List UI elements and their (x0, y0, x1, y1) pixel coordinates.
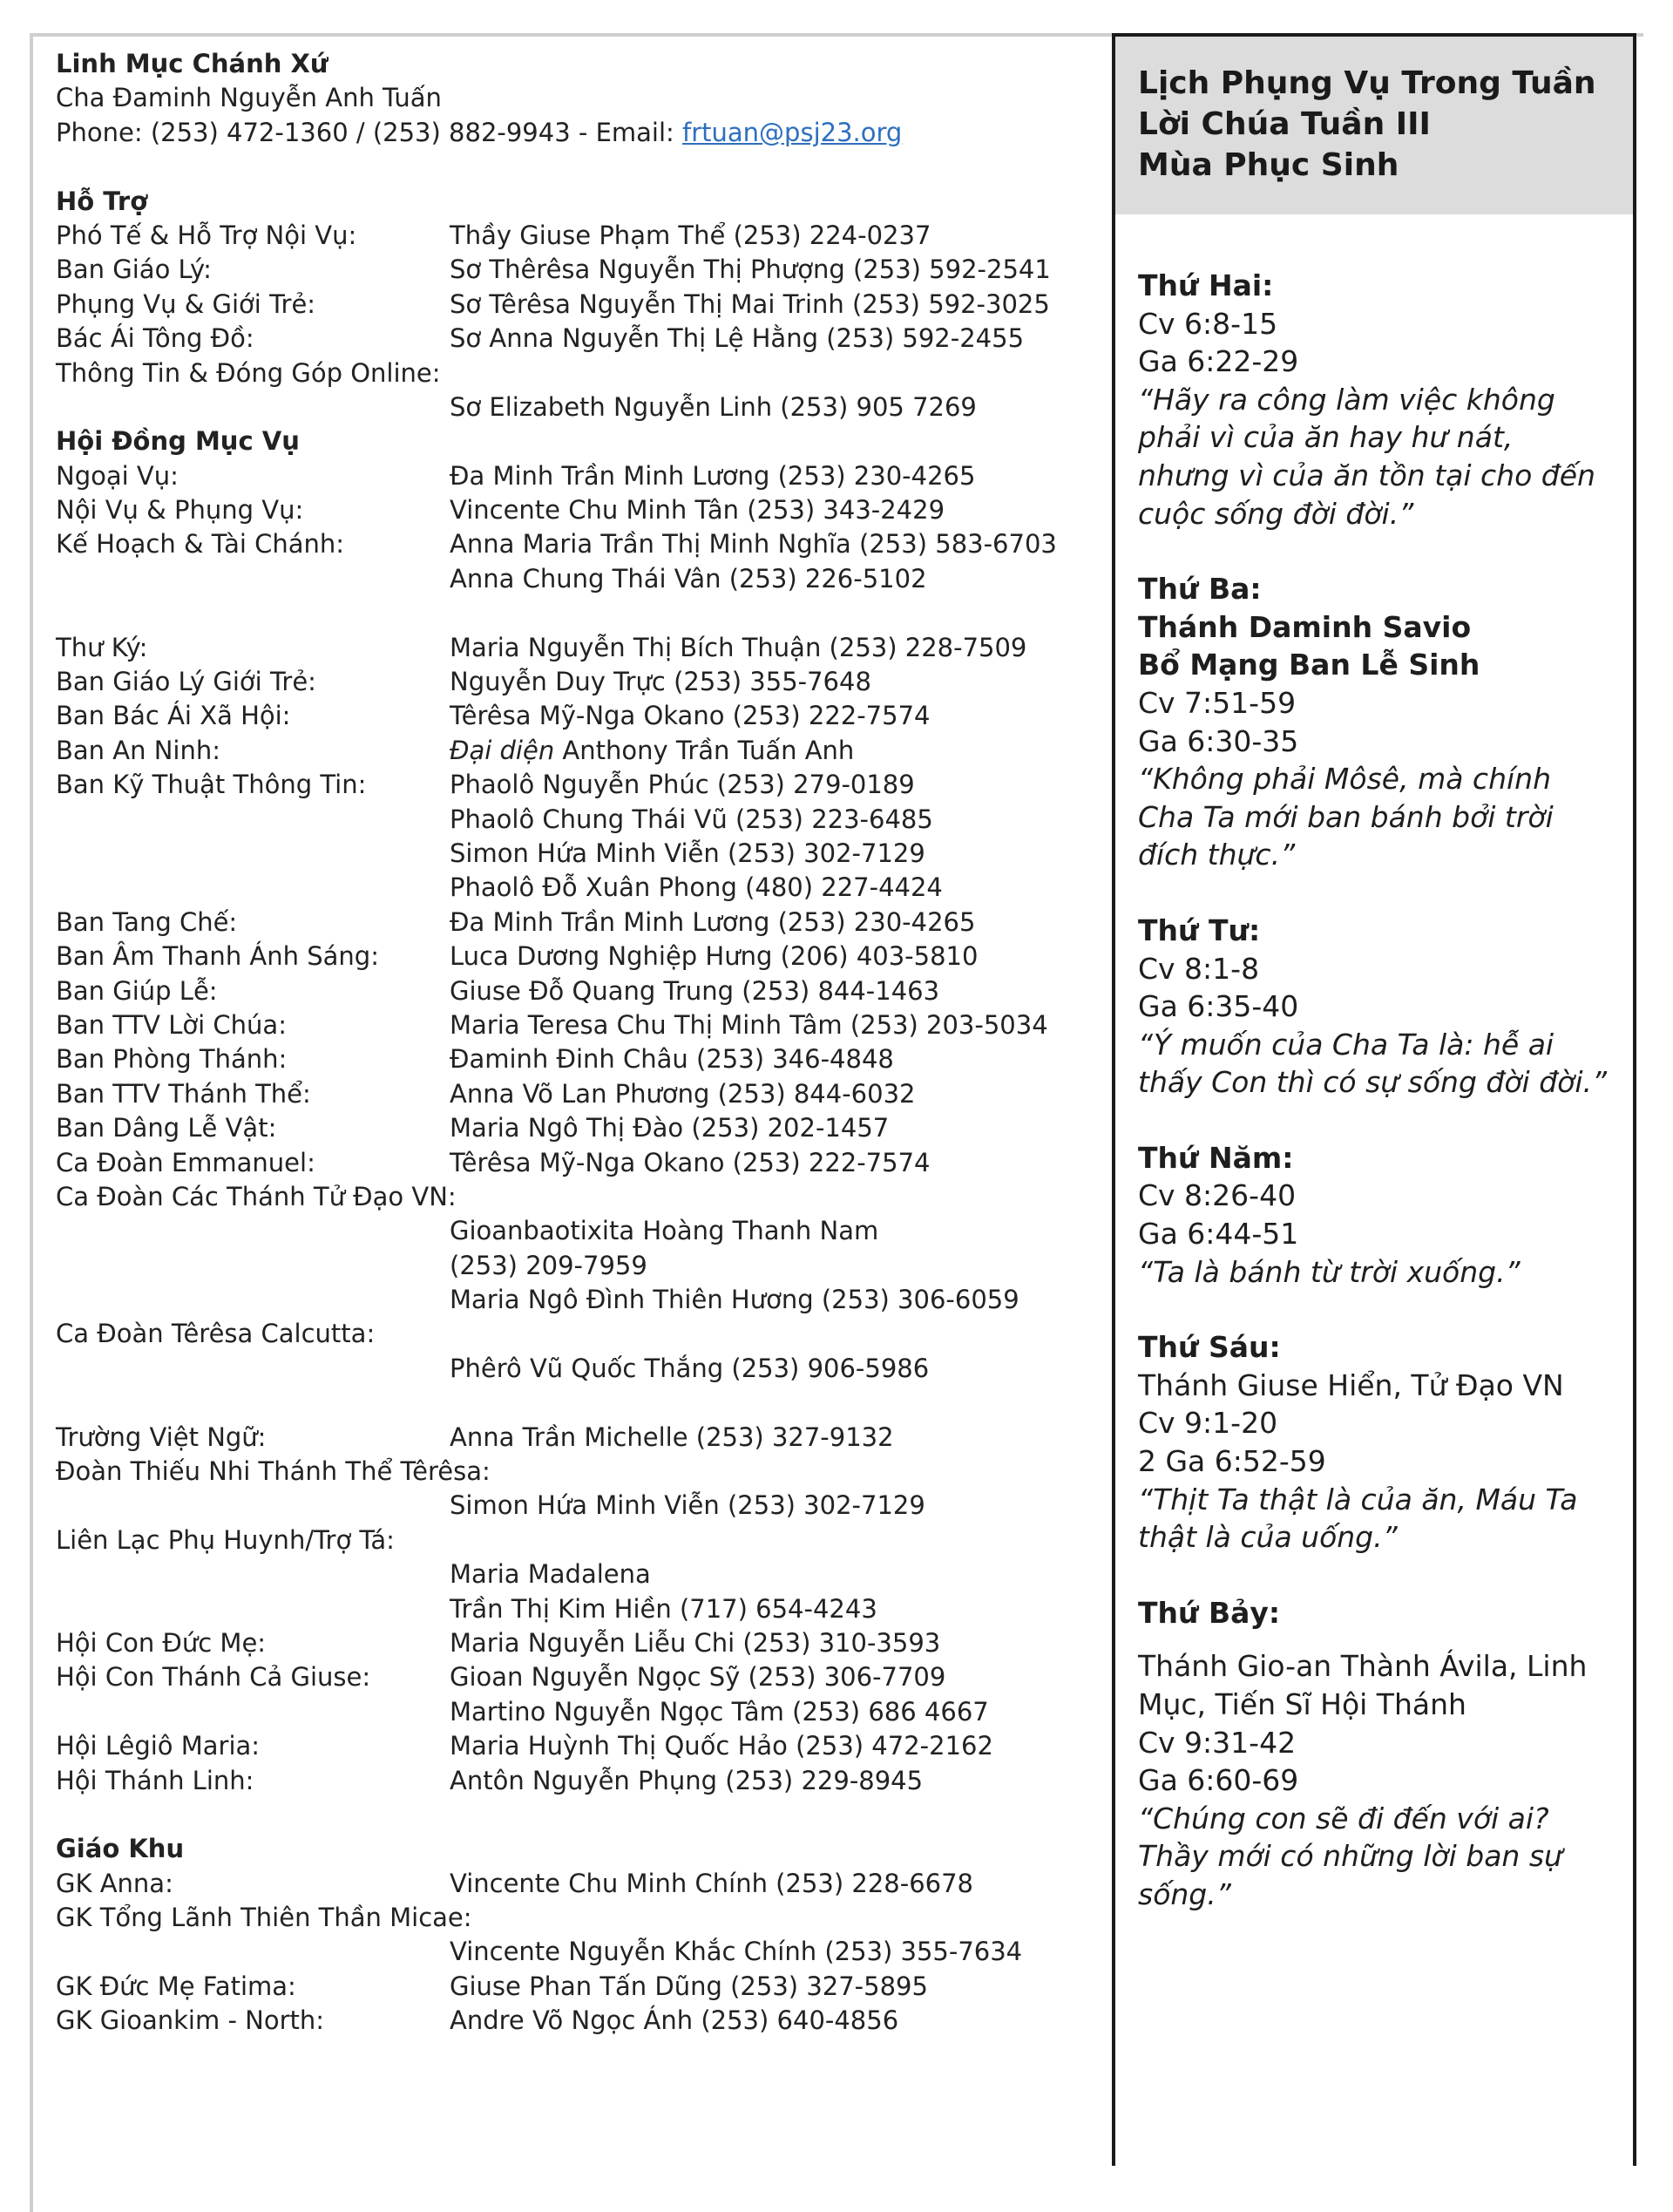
reading-ref: Cv 8:1-8 (1138, 951, 1260, 986)
support-heading: Hỗ Trợ (56, 186, 148, 216)
row-value: Phêrô Vũ Quốc Thắng (253) 906-5986 (450, 1353, 930, 1383)
row-value: (253) 209-7959 (450, 1250, 647, 1280)
directory-row (56, 288, 1101, 322)
directory-row (56, 1970, 1101, 2004)
row-value: Luca Dương Nghiệp Hưng (206) 403-5810 (450, 941, 979, 972)
liturgy-day (1138, 1328, 1610, 1557)
liturgy-title: Lịch Phụng Vụ Trong Tuần (1138, 65, 1596, 101)
support-list (56, 219, 1101, 424)
directory-row (56, 1455, 1101, 1489)
directory-row (56, 1660, 1101, 1694)
council-heading: Hội Đồng Mục Vụ (56, 426, 300, 457)
reading-ref: Cv 9:1-20 (1138, 1406, 1278, 1441)
gospel-quote: “Ta là bánh từ trời xuống.” (1138, 1254, 1521, 1289)
directory-row (56, 1352, 1101, 1386)
liturgy-season: Mùa Phục Sinh (1138, 147, 1399, 183)
row-value: Sơ Elizabeth Nguyễn Linh (253) 905 7269 (450, 391, 977, 422)
row-label: GK Tổng Lãnh Thiên Thần Micae: (56, 1903, 472, 1933)
row-label (56, 1557, 450, 1591)
directory-row (56, 665, 1101, 699)
row-label (56, 1249, 450, 1283)
row-value-text: Anthony Trần Tuấn Anh (554, 735, 855, 765)
directory-row (56, 1008, 1101, 1042)
reading-ref: Ga 6:44-51 (1138, 1217, 1299, 1252)
pastor-contact (56, 116, 1101, 150)
reading-ref: Cv 6:8-15 (1138, 306, 1278, 341)
directory-row (56, 1523, 1101, 1557)
row-label (56, 1489, 450, 1523)
directory-row (56, 1935, 1101, 1969)
reading-ref: 2 Ga 6:52-59 (1138, 1444, 1326, 1479)
reading-ref: Cv 7:51-59 (1138, 685, 1297, 720)
directory-column (56, 47, 1101, 2039)
council-list (56, 459, 1101, 597)
row-value: Gioanbaotixita Hoàng Thanh Nam (450, 1216, 879, 1246)
feast-name: Thánh Gio-an Thành Ávila, Linh Mục, Tiến Sĩ Hội Thánh (1138, 1649, 1588, 1721)
row-value: Simon Hứa Minh Viễn (253) 302-7129 (450, 838, 925, 868)
row-label: Trường Việt Ngữ: (56, 1422, 267, 1452)
directory-row (56, 1489, 1101, 1523)
row-label: Nội Vụ & Phụng Vụ: (56, 495, 304, 526)
directory-row (56, 1901, 1101, 1935)
directory-row (56, 1867, 1101, 1901)
row-label: Hội Con Thánh Cả Giuse: (56, 1662, 371, 1693)
pastor-phone: Phone: (253) 472-1360 / (253) 882-9943 - Email: (56, 117, 683, 147)
directory-row (56, 527, 1101, 561)
organization-list (56, 1421, 1101, 1798)
row-value (450, 734, 854, 768)
liturgy-day (1138, 267, 1610, 533)
row-value: Trần Thị Kim Hiền (717) 654-4243 (450, 1593, 877, 1624)
pastor-name: Cha Đaminh Nguyễn Anh Tuấn (56, 83, 442, 113)
row-value: Anna Võ Lan Phương (253) 844-6032 (450, 1078, 916, 1109)
row-label: GK Đức Mẹ Fatima: (56, 1971, 296, 2001)
reading-ref: Ga 6:60-69 (1138, 1763, 1299, 1798)
row-value: Phaolô Đỗ Xuân Phong (480) 227-4424 (450, 872, 943, 903)
directory-row (56, 390, 1101, 424)
row-label: Phụng Vụ & Giới Trẻ: (56, 288, 316, 319)
directory-row (56, 631, 1101, 665)
row-label (56, 1283, 450, 1317)
day-title: Thứ Bảy: (1138, 1595, 1281, 1630)
row-label: Ban Giúp Lễ: (56, 975, 218, 1006)
row-value: Phaolô Nguyễn Phúc (253) 279-0189 (450, 770, 915, 800)
directory-row (56, 1283, 1101, 1317)
row-value: Vincente Chu Minh Tân (253) 343-2429 (450, 495, 945, 526)
row-label: Ban TTV Thánh Thể: (56, 1078, 311, 1109)
row-value: Maria Madalena (450, 1559, 651, 1590)
row-label: Ban TTV Lời Chúa: (56, 1009, 287, 1040)
row-value: Antôn Nguyễn Phụng (253) 229-8945 (450, 1765, 924, 1795)
row-value: Sơ Anna Nguyễn Thị Lệ Hằng (253) 592-2455 (450, 323, 1025, 354)
row-value: Gioan Nguyễn Ngọc Sỹ (253) 306-7709 (450, 1662, 946, 1693)
row-value: Giuse Phan Tấn Dũng (253) 327-5895 (450, 1971, 928, 2001)
row-label: Hội Lêgiô Maria: (56, 1731, 261, 1761)
row-label: Ngoại Vụ: (56, 460, 179, 491)
row-label: Ban Kỹ Thuật Thông Tin: (56, 770, 367, 800)
directory-row (56, 219, 1101, 253)
row-label: Ban Dâng Lễ Vật: (56, 1113, 277, 1143)
pastor-email-link[interactable]: frtuan@psj23.org (682, 117, 903, 147)
ministry-list (56, 631, 1101, 1387)
row-value: Sơ Têrêsa Nguyễn Thị Mai Trinh (253) 592-3025 (450, 288, 1050, 319)
row-label: Ban Âm Thanh Ánh Sáng: (56, 941, 379, 972)
day-title: Thứ Tư: (1138, 913, 1261, 947)
gospel-quote: “Hãy ra công làm việc không phải vì của ăn hay hư nát, nhưng vì của ăn tồn tại cho đến cuộc sống đời đời.” (1138, 382, 1595, 531)
directory-row (56, 1557, 1101, 1591)
liturgy-week: Lời Chúa Tuần III (1138, 106, 1431, 142)
row-label (56, 837, 450, 871)
directory-row (56, 974, 1101, 1008)
row-label (56, 1935, 450, 1969)
directory-row (56, 734, 1101, 768)
directory-row (56, 940, 1101, 974)
row-value: Giuse Đỗ Quang Trung (253) 844-1463 (450, 975, 940, 1006)
row-label: Liên Lạc Phụ Huynh/Trợ Tá: (56, 1524, 395, 1555)
zone-list (56, 1867, 1101, 2039)
row-label: Ca Đoàn Têrêsa Calcutta: (56, 1319, 376, 1349)
row-value: Maria Ngô Thị Đào (253) 202-1457 (450, 1113, 890, 1143)
liturgy-day (1138, 1594, 1610, 1914)
directory-row (56, 493, 1101, 527)
directory-row (56, 803, 1101, 837)
directory-row (56, 1764, 1101, 1798)
row-value: Simon Hứa Minh Viễn (253) 302-7129 (450, 1490, 925, 1521)
feast-name: Bổ Mạng Ban Lễ Sinh (1138, 648, 1480, 682)
row-value: Thầy Giuse Phạm Thể (253) 224-0237 (450, 220, 931, 250)
pastor-heading: Linh Mục Chánh Xứ (56, 49, 329, 78)
row-value: Anna Chung Thái Vân (253) 226-5102 (450, 563, 927, 594)
row-value: Đa Minh Trần Minh Lương (253) 230-4265 (450, 906, 976, 937)
row-label: Đoàn Thiếu Nhi Thánh Thể Têrêsa: (56, 1456, 491, 1487)
row-label (56, 1592, 450, 1626)
row-label: Hội Thánh Linh: (56, 1765, 254, 1795)
reading-ref: Ga 6:30-35 (1138, 723, 1299, 758)
row-label: Phó Tế & Hỗ Trợ Nội Vụ: (56, 220, 357, 250)
feast-name: Thánh Giuse Hiển, Tử Đạo VN (1138, 1367, 1564, 1402)
directory-row (56, 768, 1101, 802)
liturgy-days (1115, 214, 1633, 1914)
row-label (56, 803, 450, 837)
directory-row (56, 1111, 1101, 1145)
directory-row (56, 837, 1101, 871)
row-label: Thư Ký: (56, 632, 148, 662)
row-label (56, 562, 450, 596)
gospel-quote: “Chúng con sẽ đi đến với ai? Thầy mới có những lời ban sự sống.” (1138, 1801, 1562, 1911)
row-value: Anna Maria Trần Thị Minh Nghĩa (253) 583-6703 (450, 529, 1057, 560)
row-label: Ban Phòng Thánh: (56, 1044, 288, 1075)
directory-row (56, 1042, 1101, 1076)
directory-row (56, 1421, 1101, 1455)
row-label: Ban Bác Ái Xã Hội: (56, 701, 291, 731)
row-value: Maria Nguyễn Thị Bích Thuận (253) 228-7509 (450, 632, 1027, 662)
directory-row (56, 699, 1101, 733)
directory-row (56, 906, 1101, 940)
gospel-quote: “Không phải Môsê, mà chính Cha Ta mới ban bánh bởi trời đích thực.” (1138, 762, 1554, 872)
directory-row (56, 356, 1101, 390)
row-value: Đa Minh Trần Minh Lương (253) 230-4265 (450, 460, 976, 491)
row-label (56, 1214, 450, 1248)
day-title: Thứ Năm: (1138, 1140, 1294, 1175)
row-label: Ban Tang Chế: (56, 906, 238, 937)
row-value: Vincente Nguyễn Khắc Chính (253) 355-7634 (450, 1937, 1023, 1967)
directory-row (56, 1317, 1101, 1351)
row-value: Sơ Thêrêsa Nguyễn Thị Phượng (253) 592-2541 (450, 254, 1051, 285)
directory-row (56, 1695, 1101, 1729)
liturgy-day (1138, 912, 1610, 1102)
row-value: Phaolô Chung Thái Vũ (253) 223-6485 (450, 804, 933, 834)
day-title: Thứ Hai: (1138, 268, 1274, 302)
gospel-quote: “Thịt Ta thật là của ăn, Máu Ta thật là của uống.” (1138, 1482, 1578, 1555)
row-label: Hội Con Đức Mẹ: (56, 1627, 267, 1658)
liturgy-day (1138, 570, 1610, 874)
row-value: Maria Ngô Đình Thiên Hương (253) 306-6059 (450, 1285, 1019, 1315)
row-value: Vincente Chu Minh Chính (253) 228-6678 (450, 1868, 973, 1898)
liturgy-day (1138, 1139, 1610, 1291)
row-value: Martino Nguyễn Ngọc Tâm (253) 686 4667 (450, 1696, 989, 1727)
liturgy-header (1115, 37, 1633, 214)
directory-row (56, 1180, 1101, 1214)
row-label: Ban An Ninh: (56, 735, 220, 765)
directory-row (56, 459, 1101, 493)
row-value: Andre Võ Ngọc Ánh (253) 640-4856 (450, 2005, 899, 2036)
row-label: Ban Giáo Lý Giới Trẻ: (56, 667, 316, 697)
day-title: Thứ Sáu: (1138, 1330, 1281, 1365)
directory-row (56, 1729, 1101, 1763)
liturgy-panel (1112, 33, 1636, 2166)
directory-row (56, 871, 1101, 905)
reading-ref: Ga 6:35-40 (1138, 989, 1299, 1024)
directory-row (56, 2004, 1101, 2038)
row-value: Têrêsa Mỹ-Nga Okano (253) 222-7574 (450, 701, 931, 731)
directory-row (56, 1626, 1101, 1660)
directory-row (56, 1249, 1101, 1283)
directory-row (56, 322, 1101, 356)
reading-ref: Cv 9:31-42 (1138, 1725, 1297, 1760)
gospel-quote: “Ý muốn của Cha Ta là: hễ ai thấy Con thì có sự sống đời đời.” (1138, 1027, 1608, 1100)
directory-row (56, 1077, 1101, 1111)
row-label: Thông Tin & Đóng Góp Online: (56, 357, 441, 388)
zones-heading: Giáo Khu (56, 1834, 185, 1864)
row-label (56, 871, 450, 905)
reading-ref: Cv 8:26-40 (1138, 1178, 1297, 1213)
row-value: Maria Nguyễn Liễu Chi (253) 310-3593 (450, 1627, 941, 1658)
feast-name: Thánh Daminh Savio (1138, 609, 1472, 644)
row-value: Maria Teresa Chu Thị Minh Tâm (253) 203-5034 (450, 1009, 1048, 1040)
directory-row (56, 253, 1101, 287)
row-value-italic: Đại diện (450, 735, 555, 765)
directory-row (56, 1214, 1101, 1248)
day-title: Thứ Ba: (1138, 572, 1262, 607)
row-value: Têrêsa Mỹ-Nga Okano (253) 222-7574 (450, 1147, 931, 1177)
row-label: GK Anna: (56, 1868, 173, 1898)
row-label: Bác Ái Tông Đồ: (56, 323, 254, 354)
row-value: Đaminh Đinh Châu (253) 346-4848 (450, 1044, 894, 1075)
row-value: Anna Trần Michelle (253) 327-9132 (450, 1422, 894, 1452)
row-label: Ca Đoàn Các Thánh Tử Đạo VN: (56, 1181, 457, 1211)
row-value: Nguyễn Duy Trực (253) 355-7648 (450, 667, 871, 697)
row-label: Ca Đoàn Emmanuel: (56, 1147, 315, 1177)
directory-row (56, 1146, 1101, 1180)
row-label (56, 390, 450, 424)
row-label (56, 1695, 450, 1729)
directory-row (56, 1592, 1101, 1626)
directory-row (56, 562, 1101, 596)
row-label: GK Gioankim - North: (56, 2005, 325, 2036)
row-value: Maria Huỳnh Thị Quốc Hảo (253) 472-2162 (450, 1731, 993, 1761)
reading-ref: Ga 6:22-29 (1138, 344, 1299, 379)
row-label: Ban Giáo Lý: (56, 254, 212, 285)
row-label (56, 1352, 450, 1386)
row-label: Kế Hoạch & Tài Chánh: (56, 529, 345, 560)
